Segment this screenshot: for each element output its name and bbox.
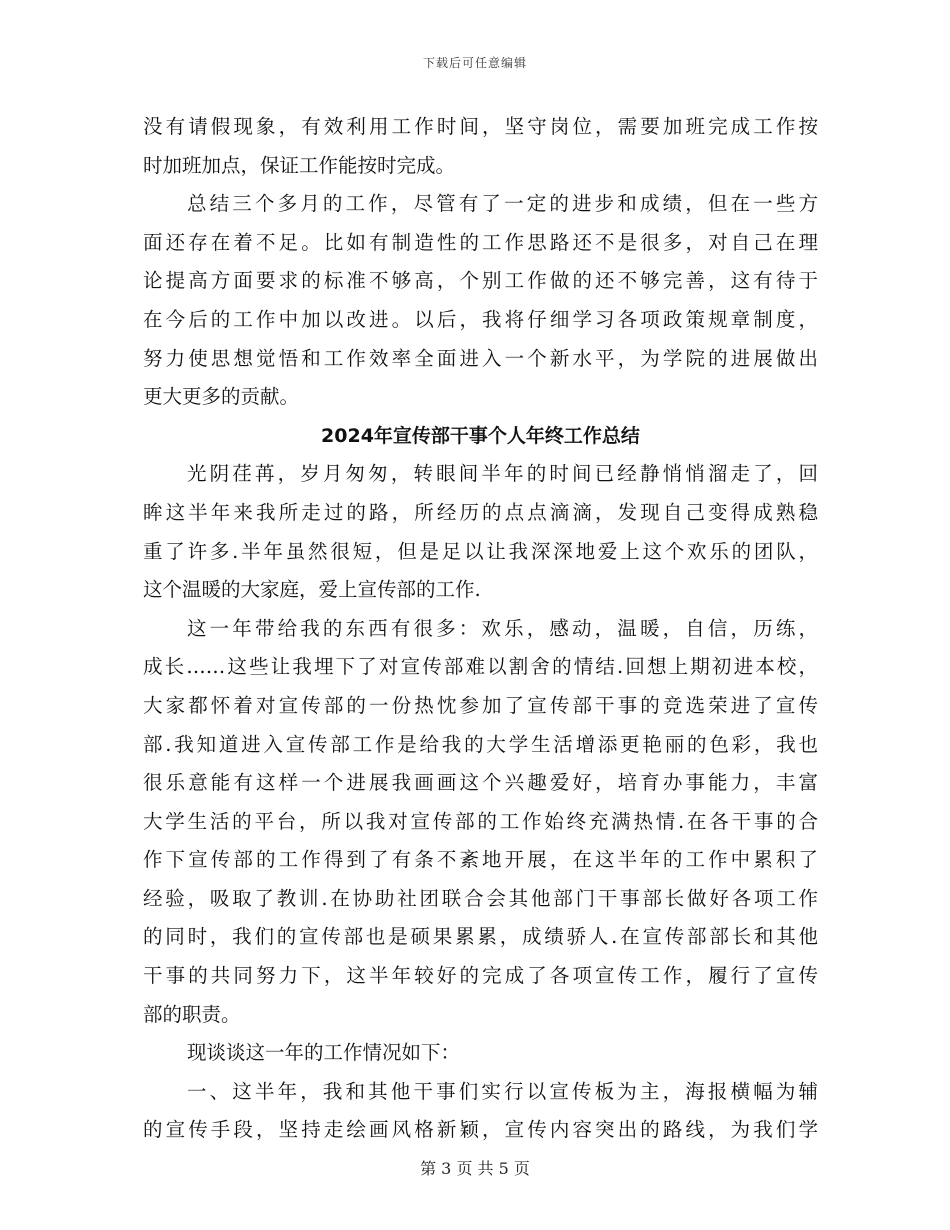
text-line: 经验，吸取了教训.在协助社团联合会其他部门干事部长做好各项工作: [143, 886, 818, 910]
text-line: 成长……这些让我埋下了对宣传部难以割舍的情结.回想上期初进本校，: [143, 655, 818, 679]
text-line: 干事的共同努力下，这半年较好的完成了各项宣传工作，履行了宣传: [143, 964, 818, 988]
text-line: 部.我知道进入宣传部工作是给我的大学生活增添更艳丽的色彩，我也: [143, 732, 818, 756]
text-line: 部的职责。: [143, 1002, 241, 1026]
text-line: 大家都怀着对宣传部的一份热忱参加了宣传部干事的竞选荣进了宣传: [143, 693, 818, 717]
text-line: 光阴荏苒，岁月匆匆，转眼间半年的时间已经静悄悄溜走了，回: [187, 462, 818, 486]
text-line: 论提高方面要求的标准不够高，个别工作做的还不够完善，这有待于: [143, 269, 818, 293]
text-line: 现谈谈这一年的工作情况如下：: [187, 1041, 461, 1065]
text-line: 时加班加点，保证工作能按时完成。: [143, 153, 456, 177]
document-body: [143, 108, 818, 1150]
text-line: 作下宣传部的工作得到了有条不紊地开展，在这半年的工作中累积了: [143, 848, 818, 872]
text-line: 努力使思想觉悟和工作效率全面进入一个新水平，为学院的进展做出: [143, 346, 818, 370]
text-line: 这一年带给我的东西有很多：欢乐，感动，温暖，自信，历练，: [187, 616, 818, 640]
text-line: 的同时，我们的宣传部也是硕果累累，成绩骄人.在宣传部部长和其他: [143, 925, 818, 949]
text-line: 总结三个多月的工作，尽管有了一定的进步和成绩，但在一些方: [187, 192, 818, 216]
text-line: 更大更多的贡献。: [143, 385, 300, 409]
text-line: 的宣传手段，坚持走绘画风格新颖，宣传内容突出的路线，为我们学: [143, 1118, 818, 1142]
text-line: 面还存在着不足。比如有制造性的工作思路还不是很多，对自己在理: [143, 230, 818, 254]
text-line: 很乐意能有这样一个进展我画画这个兴趣爱好，培育办事能力，丰富: [143, 771, 818, 795]
page-header: 下载后可任意编辑: [422, 56, 527, 70]
text-line: 大学生活的平台，所以我对宣传部的工作始终充满热情.在各干事的合: [143, 809, 818, 833]
text-line: 没有请假现象，有效利用工作时间，坚守岗位，需要加班完成工作按: [143, 115, 818, 138]
page-number-footer: 第 3 页 共 5 页: [420, 1159, 530, 1178]
text-line: 在今后的工作中加以改进。以后，我将仔细学习各项政策规章制度，: [143, 307, 818, 331]
text-line: 眸这半年来我所走过的路，所经历的点点滴滴，发现自己变得成熟稳: [143, 500, 818, 524]
text-line: 重了许多.半年虽然很短，但是足以让我深深地爱上这个欢乐的团队，: [143, 539, 818, 563]
text-line: 一、这半年，我和其他干事们实行以宣传板为主，海报横幅为辅: [187, 1079, 818, 1103]
text-line: 这个温暖的大家庭，爱上宣传部的工作.: [143, 578, 481, 602]
section-title: 2024年宣传部干事个人年终工作总结: [321, 424, 640, 447]
